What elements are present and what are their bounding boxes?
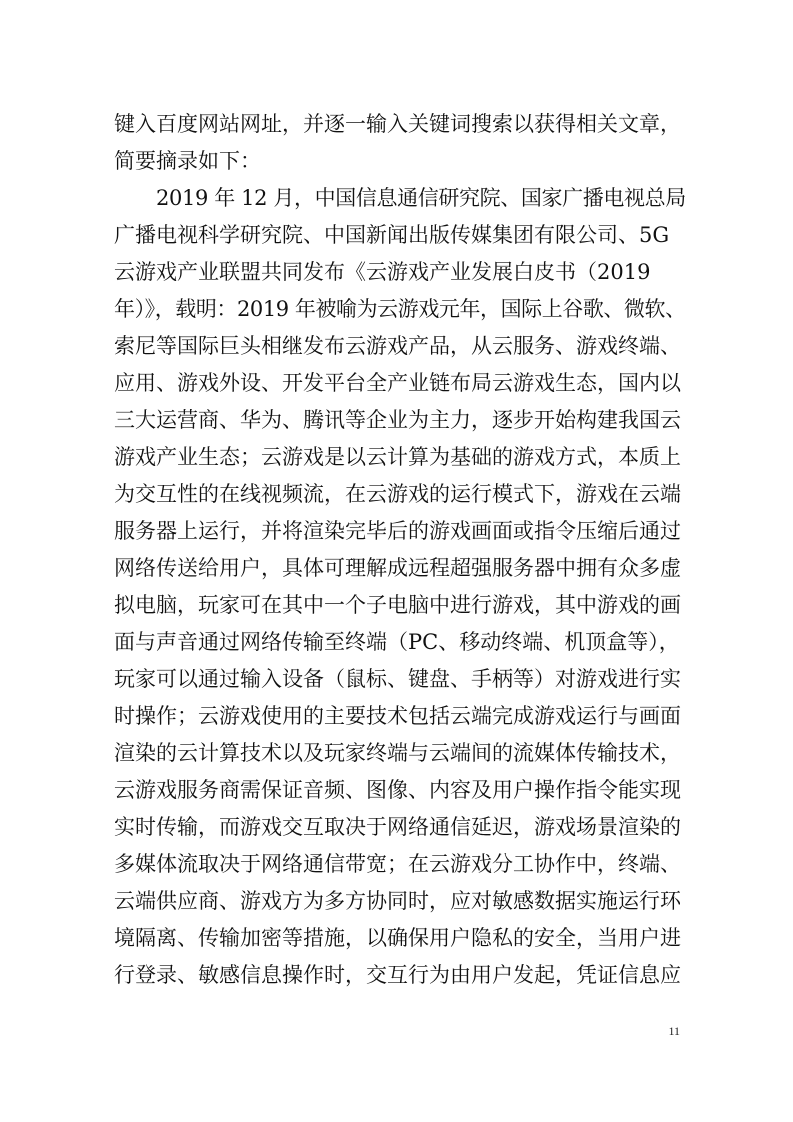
text-line: 云端供应商、游戏方为多方协同时，应对敏感数据实施运行环	[114, 889, 681, 913]
text-line: 广播电视科学研究院、中国新闻出版传媒集团有限公司、5G	[114, 223, 670, 247]
text-line: 简要摘录如下：	[114, 149, 261, 173]
text-line: 年）》，载明：2019 年被喻为云游戏元年，国际上谷歌、微软、	[114, 297, 686, 321]
text-line: 时操作；云游戏使用的主要技术包括云端完成游戏运行与画面	[114, 704, 681, 728]
text-line: 面与声音通过网络传输至终端（PC、移动终端、机顶盒等），	[114, 630, 680, 654]
text-line: 行登录、敏感信息操作时，交互行为由用户发起，凭证信息应	[114, 963, 681, 987]
text-line: 实时传输，而游戏交互取决于网络通信延迟，游戏场景渲染的	[114, 815, 681, 839]
text-line: 渲染的云计算技术以及玩家终端与云端间的流媒体传输技术，	[114, 741, 681, 765]
text-line: 拟电脑，玩家可在其中一个子电脑中进行游戏，其中游戏的画	[114, 593, 681, 617]
text-line: 网络传送给用户，具体可理解成远程超强服务器中拥有众多虚	[114, 556, 681, 580]
text-line: 多媒体流取决于网络通信带宽；在云游戏分工协作中，终端、	[114, 852, 681, 876]
text-line: 游戏产业生态；云游戏是以云计算为基础的游戏方式，本质上	[114, 445, 681, 469]
text-line: 云游戏服务商需保证音频、图像、内容及用户操作指令能实现	[114, 778, 681, 802]
text-line: 三大运营商、华为、腾讯等企业为主力，逐步开始构建我国云	[114, 408, 681, 432]
text-line: 玩家可以通过输入设备（鼠标、键盘、手柄等）对游戏进行实	[114, 667, 681, 691]
paragraph-first-line: 2019 年 12 月，中国信息通信研究院、国家广播电视总局	[156, 186, 686, 210]
text-line: 为交互性的在线视频流，在云游戏的运行模式下，游戏在云端	[114, 482, 681, 506]
text-line: 应用、游戏外设、开发平台全产业链布局云游戏生态，国内以	[114, 371, 681, 395]
text-line: 索尼等国际巨头相继发布云游戏产品，从云服务、游戏终端、	[114, 334, 681, 358]
text-line: 键入百度网站网址，并逐一输入关键词搜索以获得相关文章，	[114, 112, 681, 136]
page-number: 11	[668, 1024, 680, 1038]
body-text	[114, 106, 686, 994]
text-line: 服务器上运行，并将渲染完毕后的游戏画面或指令压缩后通过	[114, 519, 681, 543]
text-line: 境隔离、传输加密等措施，以确保用户隐私的安全，当用户进	[114, 926, 681, 950]
text-line: 云游戏产业联盟共同发布《云游戏产业发展白皮书（2019	[114, 260, 651, 284]
